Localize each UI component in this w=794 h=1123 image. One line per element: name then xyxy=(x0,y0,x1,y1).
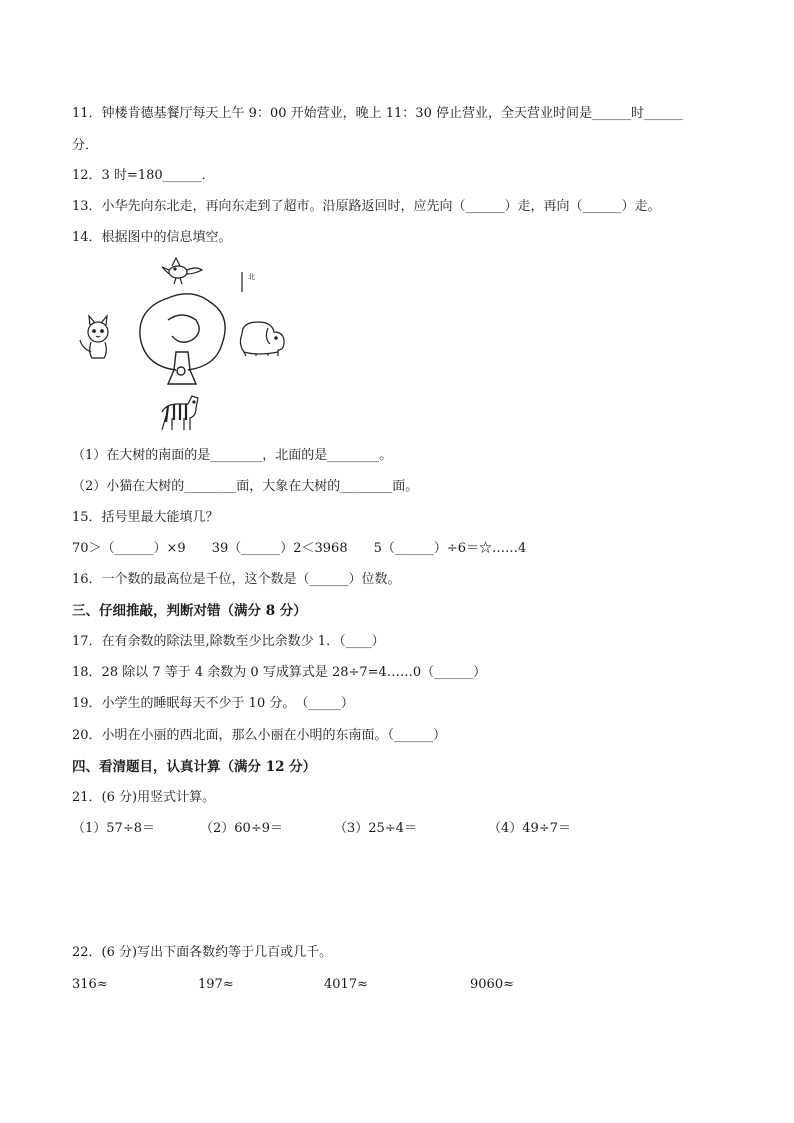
zebra-icon xyxy=(162,396,198,430)
question-11: 11．钟楼肯德基餐厅每天上午 9：00 开始营业，晚上 11：30 停止营业，全天营业时间是______时______ xyxy=(72,106,683,121)
section-4-heading: 四、看清题目，认真计算（满分 12 分） xyxy=(72,759,317,775)
question-22: 22．(6 分)写出下面各数约等于几百或几千。 xyxy=(72,945,333,960)
question-11-continuation: 分． xyxy=(72,138,99,153)
question-14: 14．根据图中的信息填空。 xyxy=(72,230,232,245)
direction-figure xyxy=(72,256,292,436)
q21-calc-2: （2）60÷9＝ xyxy=(200,821,283,836)
elephant-icon xyxy=(240,322,284,356)
question-16: 16．一个数的最高位是千位，这个数是（______）位数。 xyxy=(72,572,401,587)
q21-calc-1: （1）57÷8＝ xyxy=(72,821,155,836)
q21-calc-3: （3）25÷4＝ xyxy=(334,821,417,836)
north-label: 北 xyxy=(248,273,255,281)
question-15: 15．括号里最大能填几？ xyxy=(72,510,219,525)
question-12: 12．3 时=180______． xyxy=(72,168,215,183)
question-15-items: 70＞（______）×9 39（______）2＜3968 5（______）÷6＝☆……4 xyxy=(72,541,527,556)
q22-item-2: 197≈ xyxy=(198,977,234,992)
question-13: 13．小华先向东北走，再向东走到了超市。沿原路返回时，应先向（______）走，再向（______）走。 xyxy=(72,199,661,214)
q22-item-3: 4017≈ xyxy=(324,977,368,992)
bird-icon xyxy=(162,258,202,284)
section-3-heading: 三、仔细推敲，判断对错（满分 8 分） xyxy=(72,603,307,619)
question-18: 18．28 除以 7 等于 4 余数为 0 写成算式是 28÷7=4……0（______） xyxy=(72,665,487,680)
q22-item-1: 316≈ xyxy=(72,977,108,992)
cat-icon xyxy=(80,316,108,358)
tree-icon xyxy=(140,294,225,384)
question-21: 21．(6 分)用竖式计算。 xyxy=(72,790,216,805)
question-20: 20．小明在小丽的西北面，那么小丽在小明的东南面。（______） xyxy=(72,728,447,743)
question-14-part-1: （1）在大树的南面的是________，北面的是________。 xyxy=(72,448,393,463)
north-arrow-icon xyxy=(242,272,255,292)
question-19: 19．小学生的睡眠每天不少于 10 分。 （_____） xyxy=(72,696,354,711)
q21-calc-4: （4）49÷7＝ xyxy=(488,821,571,836)
direction-figure-svg xyxy=(72,256,292,436)
question-17: 17．在有余数的除法里,除数至少比余数少 1．（____） xyxy=(72,634,385,649)
q22-item-4: 9060≈ xyxy=(470,977,514,992)
question-14-part-2: （2）小猫在大树的________面，大象在大树的________面。 xyxy=(72,479,419,494)
